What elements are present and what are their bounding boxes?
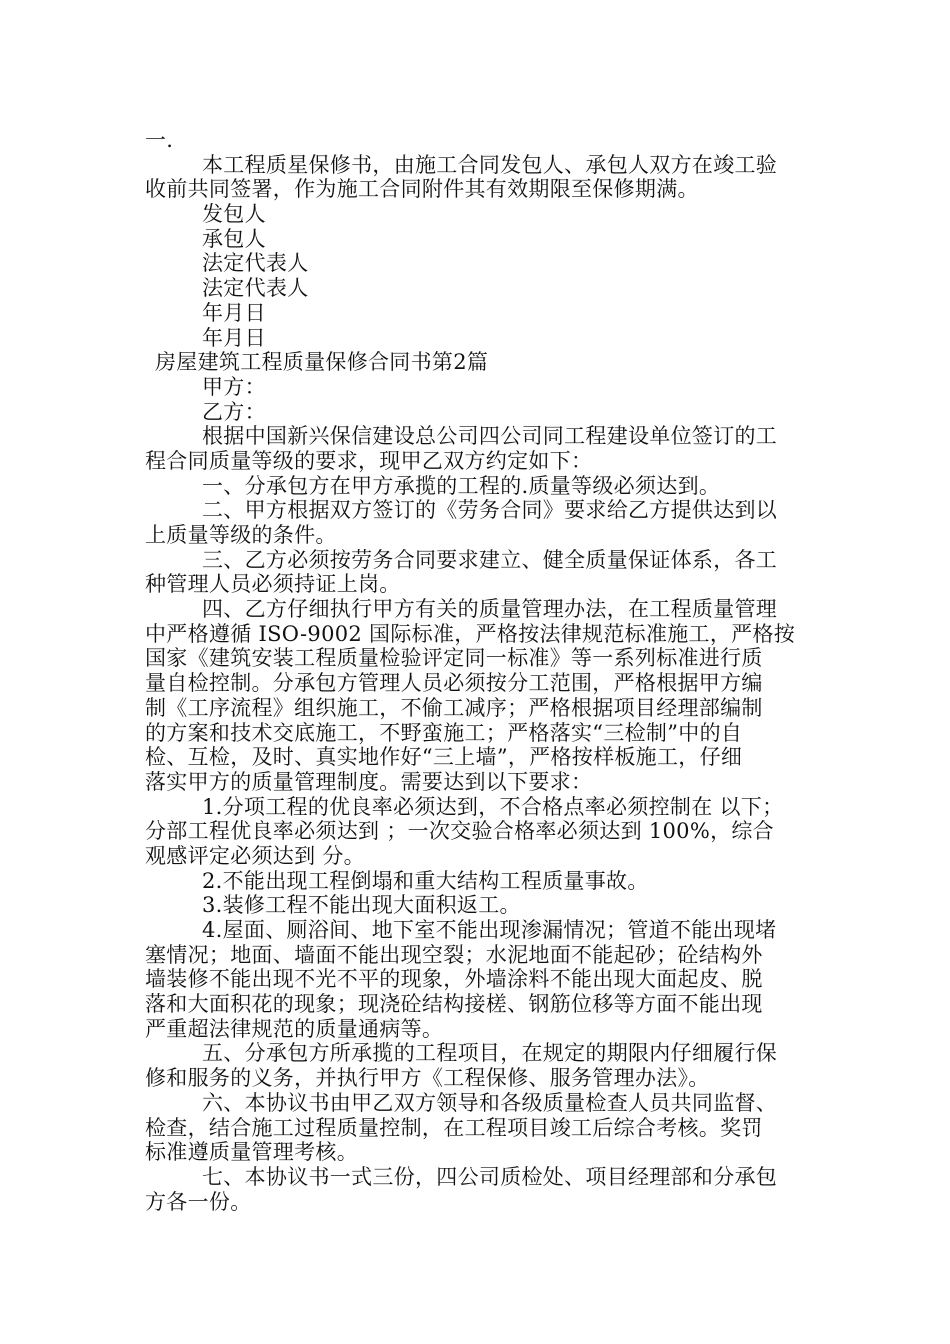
text-line: 检、互检，及时、真实地作好“三上墙”，严格按样板施工，仔细	[145, 745, 743, 770]
text-line: 塞情况；地面、墙面不能出现空裂；水泥地面不能起砂；砼结构外	[145, 942, 763, 967]
text-line: 修和服务的义务，并执行甲方《工程保修、服务管理办法》。	[145, 1066, 710, 1091]
text-line: 发包人	[202, 202, 266, 227]
text-line: 标准遵质量管理考核。	[145, 1140, 358, 1165]
text-line: 法定代表人	[202, 276, 309, 301]
text-line: 国家《建筑安装工程质量检验评定同一标准》等一系列标准进行质	[145, 646, 763, 671]
text-line: 收前共同签署，作为施工合同附件其有效期限至保修期满。	[145, 177, 699, 202]
text-line: 乙方：	[202, 399, 266, 424]
text-line: 年月日	[202, 325, 266, 350]
text-line: 种管理人员必须持证上岗。	[145, 572, 401, 597]
text-line: 法定代表人	[202, 251, 309, 276]
text-line: 二、甲方根据双方签订的《劳务合同》要求给乙方提供达到以	[202, 498, 778, 523]
text-line: 制《工序流程》组织施工，不偷工减序；严格根据项目经理部编制	[145, 695, 763, 720]
text-line: 检查，结合施工过程质量控制，在工程项目竣工后综合考核。奖罚	[145, 1115, 763, 1140]
text-line: 甲方：	[202, 374, 266, 399]
text-line: 三、乙方必须按劳务合同要求建立、健全质量保证体系，各工	[202, 547, 778, 572]
text-line: 中严格遵循 ISO-9002 国际标准，严格按法律规范标准施工，严格按	[145, 621, 796, 646]
text-line: 方各一份。	[145, 1189, 252, 1214]
text-line: 的方案和技术交底施工，不野蛮施工；严格落实“三检制”中的自	[145, 720, 743, 745]
text-line: 六、本协议书由甲乙双方领导和各级质量检查人员共同监督、	[202, 1090, 778, 1115]
text-line: 落和大面积花的现象；现浇砼结构接槎、钢筋位移等方面不能出现	[145, 992, 763, 1017]
text-line: 根据中国新兴保信建设总公司四公司同工程建设单位签订的工	[202, 424, 778, 449]
text-line: 四、乙方仔细执行甲方有关的质量管理办法，在工程质量管理	[202, 597, 778, 622]
document-body	[145, 128, 825, 1214]
text-line: 本工程质星保修书，由施工合同发包人、承包人双方在竣工验	[202, 152, 778, 177]
section-heading: 房屋建筑工程质量保修合同书第2篇	[155, 350, 489, 375]
text-line: 一.	[145, 128, 174, 152]
text-line: 上质量等级的条件。	[145, 523, 337, 547]
text-line: 墙装修不能出现不光不平的现象，外墙涂料不能出现大面起皮、脱	[145, 967, 763, 992]
text-line: 承包人	[202, 226, 266, 251]
text-line: 一、分承包方在甲方承揽的工程的.质量等级必须达到。	[202, 473, 721, 498]
text-line: 观感评定必须达到 分。	[145, 843, 365, 868]
text-line: 五、分承包方所承揽的工程项目，在规定的期限内仔细履行保	[202, 1041, 778, 1066]
text-line: 严重超法律规范的质量通病等。	[145, 1016, 444, 1041]
text-line: 程合同质量等级的要求，现甲乙双方约定如下：	[145, 448, 593, 473]
text-line: 3.装修工程不能出现大面积返工。	[202, 893, 521, 918]
text-line: 落实甲方的质量管理制度。需要达到以下要求：	[145, 769, 593, 794]
text-line: 量自检控制。分承包方管理人员必须按分工范围，严格根据甲方编	[145, 671, 763, 696]
text-line: 年月日	[202, 300, 266, 325]
text-line: 七、本协议书一式三份，四公司质检处、项目经理部和分承包	[202, 1164, 778, 1189]
text-line: 分部工程优良率必须达到 ；一次交验合格率必须达到 100%，综合	[145, 819, 774, 844]
text-line: 4.屋面、厕浴间、地下室不能出现渗漏情况；管道不能出现堵	[202, 918, 777, 942]
text-line: 1.分项工程的优良率必须达到，不合格点率必须控制在 以下；	[202, 794, 784, 819]
text-line: 2.不能出现工程倒塌和重大结构工程质量事故。	[202, 868, 649, 893]
